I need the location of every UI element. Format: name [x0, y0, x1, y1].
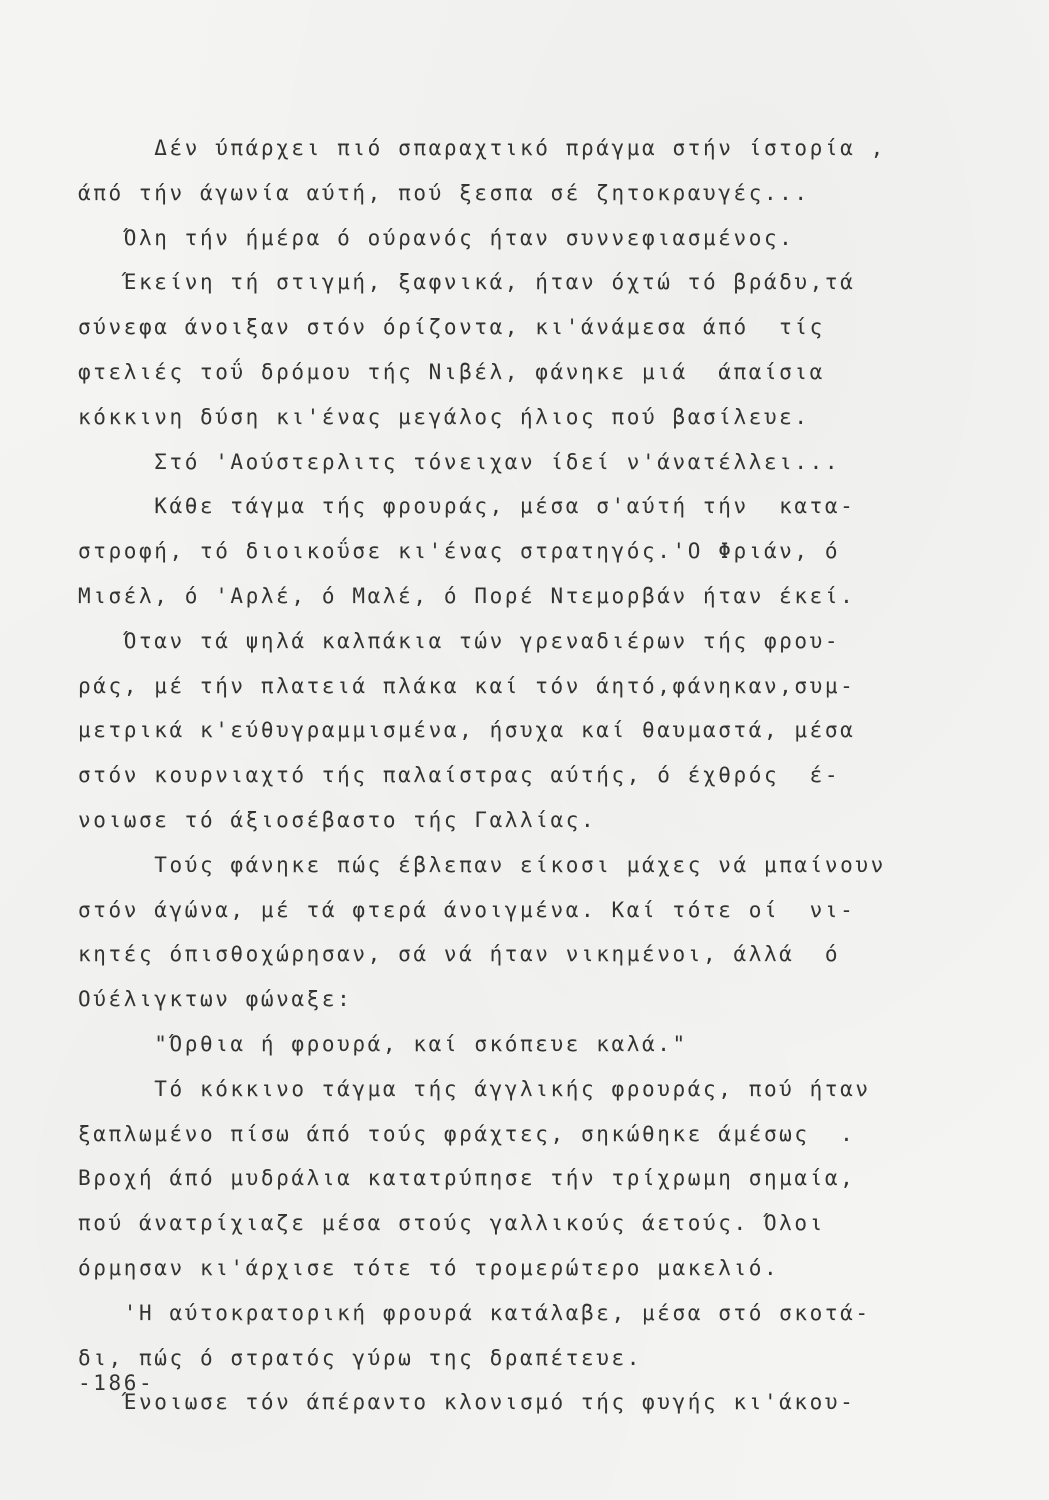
text-line: Έκείνη τή στιγμή, ξαφνικά, ήταν όχτώ τό βράδυ,τά [78, 270, 856, 295]
text-line: Όλη τήν ήμέρα ό ούρανός ήταν συννεφιασμένος. [78, 225, 795, 250]
text-line: μετρικά κ'εύθυγραμμισμένα, ήσυχα καί θαυμαστά, μέσα [78, 718, 856, 743]
text-line: δι, πώς ό στρατός γύρω της δραπέτευε. [78, 1345, 642, 1370]
text-line: Ούέλιγκτων φώναξε: [78, 987, 353, 1012]
text-line: άπό τήν άγωνία αύτή, πού ξεσπα σέ ζητοκραυγές... [78, 180, 810, 205]
text-line: Βροχή άπό μυδράλια κατατρύπησε τήν τρίχρωμη σημαία, [78, 1166, 856, 1191]
text-line: κητές όπισθοχώρησαν, σά νά ήταν νικημένοι, άλλά ό [78, 942, 841, 967]
page-number: -186- [78, 1371, 155, 1395]
text-line: φτελιές τοΰ δρόμου τής Νιβέλ, φάνηκε μιά άπαίσια [78, 359, 825, 384]
text-line: ξαπλωμένο πίσω άπό τούς φράχτες, σηκώθηκε άμέσως . [78, 1121, 856, 1146]
text-line: "Όρθια ή φρουρά, καί σκόπευε καλά." [78, 1031, 688, 1056]
text-line: στροφή, τό διοικοΰσε κι'ένας στρατηγός.'Ο Φριάν, ό [78, 539, 841, 564]
text-line: όρμησαν κι'άρχισε τότε τό τρομερώτερο μακελιό. [78, 1255, 780, 1280]
text-line: κόκκινη δύση κι'ένας μεγάλος ήλιος πού βασίλευε. [78, 404, 810, 429]
text-line: Ένοιωσε τόν άπέραντο κλονισμό τής φυγής κι'άκου- [78, 1390, 856, 1415]
body-text [78, 126, 978, 1425]
text-line: πού άνατρίχιαζε μέσα στούς γαλλικούς άετούς. Όλοι [78, 1211, 825, 1236]
text-line: Στό 'Αούστερλιτς τόνειχαν ίδεί ν'άνατέλλει... [78, 449, 841, 474]
text-line: στόν κουρνιαχτό τής παλαίστρας αύτής, ό έχθρός έ- [78, 763, 841, 788]
text-line: Τό κόκκινο τάγμα τής άγγλικής φρουράς, πού ήταν [78, 1076, 871, 1101]
text-line: Δέν ύπάρχει πιό σπαραχτικό πράγμα στήν ίστορία , [78, 136, 886, 160]
text-line: νοιωσε τό άξιοσέβαστο τής Γαλλίας. [78, 807, 597, 832]
text-line: σύνεφα άνοιξαν στόν όρίζοντα, κι'άνάμεσα άπό τίς [78, 315, 825, 340]
text-line: Κάθε τάγμα τής φρουράς, μέσα σ'αύτή τήν κατα- [78, 494, 856, 519]
text-line: ράς, μέ τήν πλατειά πλάκα καί τόν άητό,φάνηκαν,συμ- [78, 673, 856, 698]
text-line: 'Η αύτοκρατορική φρουρά κατάλαβε, μέσα στό σκοτά- [78, 1300, 871, 1325]
text-line: Μισέλ, ό 'Αρλέ, ό Μαλέ, ό Πορέ Ντεμορβάν ήταν έκεί. [78, 583, 856, 608]
text-line: στόν άγώνα, μέ τά φτερά άνοιγμένα. Καί τότε οί νι- [78, 897, 856, 922]
text-line: Τούς φάνηκε πώς έβλεπαν είκοσι μάχες νά μπαίνουν [78, 852, 886, 877]
text-line: Όταν τά ψηλά καλπάκια τών γρεναδιέρων τής φρου- [78, 628, 841, 653]
